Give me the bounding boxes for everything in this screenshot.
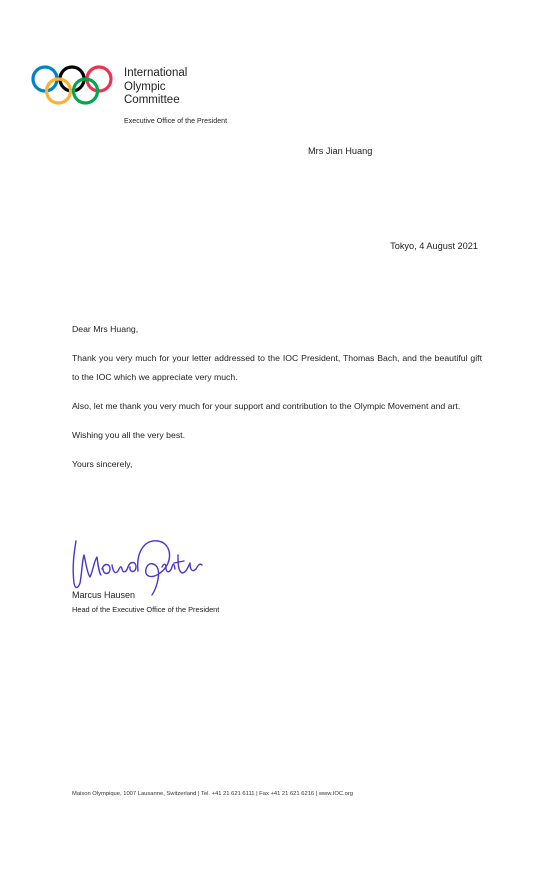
org-name-line-3: Committee	[124, 94, 180, 106]
salutation: Dear Mrs Huang,	[72, 324, 139, 334]
handwritten-signature	[66, 533, 206, 597]
letter-body	[72, 320, 482, 484]
org-name-line-1: International	[124, 67, 188, 79]
organization-name	[124, 67, 187, 108]
footer-address: Maison Olympique, 1007 Lausanne, Switzerland | Tel. +41 21 621 6111 | Fax +41 21 621 6216 | www.IOC.org	[72, 791, 354, 797]
paragraph-1: Thank you very much for your letter addressed to the IOC President, Thomas Bach, and the beautiful gift to the IOC which we appreciate very much.	[72, 353, 482, 382]
office-name: Executive Office of the President	[124, 118, 228, 125]
olympic-rings-logo	[30, 64, 114, 106]
signer-name: Marcus Hausen	[72, 590, 136, 600]
closing: Yours sincerely,	[72, 459, 133, 469]
letter-date: Tokyo, 4 August 2021	[390, 241, 478, 251]
org-name-line-2: Olympic	[124, 80, 166, 93]
signer-title: Head of the Executive Office of the President	[72, 605, 220, 614]
paragraph-3: Wishing you all the very best.	[72, 430, 185, 440]
recipient-name: Mrs Jian Huang	[308, 146, 373, 156]
paragraph-2: Also, let me thank you very much for your support and contribution to the Olympic Movement and art.	[72, 401, 461, 411]
